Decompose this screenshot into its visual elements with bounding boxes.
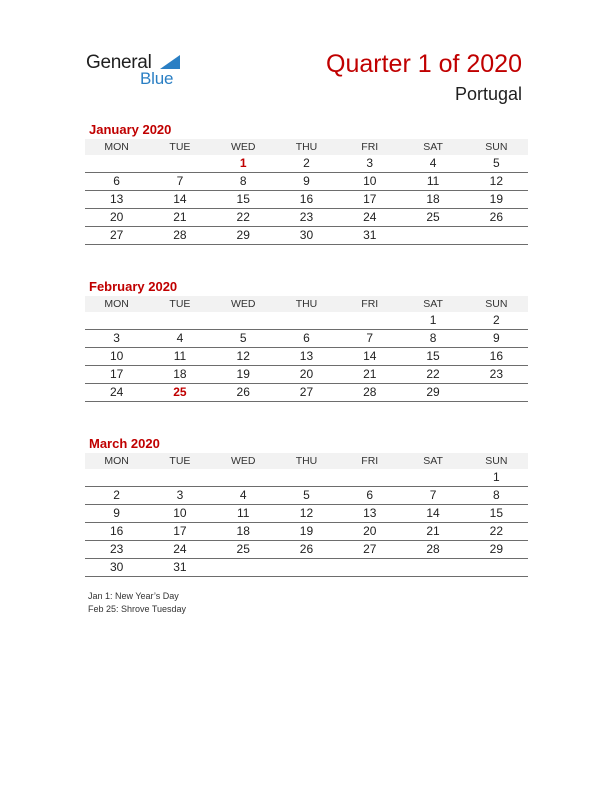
day-cell: 21 [426,524,440,538]
week-row [85,330,528,348]
week-row [85,227,528,245]
day-cell: 9 [113,506,120,520]
weekday-label: TUE [169,455,191,467]
empty-day-cell [465,227,528,244]
day-cell: 17 [173,524,187,538]
day-cell: 18 [173,367,187,381]
day-cell: 30 [109,560,124,574]
day-cell: 17 [363,192,377,206]
page-title: Quarter 1 of 2020 [326,50,522,78]
weekday-label: THU [295,455,318,467]
day-cell: 21 [363,367,377,381]
empty-day-cell [212,559,275,576]
day-cell: 26 [236,385,250,399]
empty-day-cell [85,469,148,486]
month-february [85,278,528,402]
day-cell: 23 [109,542,124,556]
day-cell: 11 [426,174,440,188]
day-cell: 18 [426,192,440,206]
calendar-grid [85,453,528,577]
day-cell: 13 [299,349,314,363]
day-cell: 9 [492,331,500,345]
day-cell: 5 [492,156,500,170]
day-cell: 4 [176,331,184,345]
day-cell: 1 [429,313,437,327]
weekday-label: SAT [423,141,443,153]
day-cell: 14 [363,349,377,363]
weekday-label: FRI [361,141,379,153]
day-cell: 10 [109,349,124,363]
day-cell: 23 [299,210,314,224]
day-cell: 1 [239,156,247,170]
day-cell: 25 [236,542,250,556]
day-cell: 10 [173,506,187,520]
day-cell: 17 [109,367,124,381]
week-row [85,559,528,577]
week-row [85,384,528,402]
weekday-label: FRI [361,298,379,310]
week-row [85,366,528,384]
empty-day-cell [85,155,148,172]
day-cell: 8 [239,174,247,188]
empty-day-cell [401,227,464,244]
month-title: February 2020 [89,279,178,294]
week-row [85,505,528,523]
day-cell: 25 [173,385,187,399]
day-cell: 1 [492,470,500,484]
day-cell: 20 [363,524,377,538]
weekday-header-row [85,296,528,312]
day-cell: 28 [363,385,377,399]
weekday-label: WED [230,298,256,310]
month-january [85,121,528,245]
day-cell: 2 [303,156,310,170]
week-row [85,173,528,191]
empty-day-cell [212,312,275,329]
empty-day-cell [212,469,275,486]
empty-day-cell [275,559,338,576]
day-cell: 25 [426,210,440,224]
day-cell: 20 [109,210,124,224]
weekday-label: MON [104,298,129,310]
empty-day-cell [465,559,528,576]
weekday-label: SUN [485,298,508,310]
empty-day-cell [338,559,401,576]
weekday-label: TUE [169,298,191,310]
day-cell: 27 [109,228,124,242]
empty-day-cell [465,384,528,401]
weekday-label: FRI [361,455,379,467]
holiday-notes [88,590,186,615]
day-cell: 8 [429,331,437,345]
week-row [85,312,528,330]
day-cell: 24 [363,210,377,224]
day-cell: 21 [173,210,187,224]
empty-day-cell [148,155,211,172]
empty-day-cell [148,469,211,486]
day-cell: 15 [236,192,250,206]
day-cell: 3 [176,488,184,502]
day-cell: 28 [426,542,440,556]
day-cell: 16 [109,524,124,538]
day-cell: 31 [173,560,187,574]
empty-day-cell [338,469,401,486]
weekday-label: WED [230,455,256,467]
day-cell: 29 [489,542,503,556]
day-cell: 3 [366,156,374,170]
weekday-label: MON [104,455,129,467]
calendar-grid [85,139,528,245]
weekday-label: THU [295,298,318,310]
empty-day-cell [275,469,338,486]
day-cell: 22 [489,524,503,538]
day-cell: 2 [113,488,120,502]
day-cell: 13 [363,506,377,520]
week-row [85,541,528,559]
day-cell: 7 [429,488,437,502]
generalblue-logo [86,52,196,92]
day-cell: 6 [303,331,310,345]
weekday-header-row [85,139,528,155]
empty-day-cell [401,559,464,576]
day-cell: 2 [492,313,500,327]
day-cell: 15 [426,349,440,363]
empty-day-cell [338,312,401,329]
day-cell: 30 [299,228,314,242]
day-cell: 11 [236,506,250,520]
empty-day-cell [85,312,148,329]
day-cell: 22 [426,367,440,381]
day-cell: 8 [492,488,500,502]
week-row [85,348,528,366]
day-cell: 4 [239,488,247,502]
day-cell: 15 [489,506,503,520]
day-cell: 14 [426,506,440,520]
day-cell: 12 [299,506,314,520]
day-cell: 16 [489,349,503,363]
logo-triangle-icon [160,55,180,69]
weekday-label: SAT [423,298,443,310]
empty-day-cell [275,312,338,329]
day-cell: 26 [489,210,503,224]
day-cell: 26 [299,542,314,556]
weekday-label: MON [104,141,129,153]
day-cell: 24 [109,385,124,399]
week-row [85,523,528,541]
weekday-label: SAT [423,455,443,467]
day-cell: 20 [299,367,314,381]
day-cell: 10 [363,174,377,188]
week-row [85,487,528,505]
day-cell: 31 [363,228,377,242]
day-cell: 12 [489,174,503,188]
logo-general-text: General [86,52,152,73]
empty-day-cell [148,312,211,329]
country-name: Portugal [454,84,522,104]
day-cell: 5 [303,488,310,502]
calendar-grid [85,296,528,402]
weekday-label: TUE [169,141,191,153]
day-cell: 12 [236,349,250,363]
weekday-label: WED [230,141,256,153]
week-row [85,191,528,209]
month-title: March 2020 [89,436,160,451]
week-row [85,469,528,487]
week-row [85,209,528,227]
day-cell: 19 [236,367,250,381]
week-row [85,155,528,173]
day-cell: 13 [109,192,124,206]
day-cell: 22 [236,210,250,224]
day-cell: 11 [173,349,187,363]
day-cell: 5 [239,331,247,345]
weekday-label: SUN [485,455,508,467]
day-cell: 3 [113,331,120,345]
day-cell: 28 [173,228,187,242]
day-cell: 6 [366,488,374,502]
day-cell: 19 [299,524,314,538]
day-cell: 23 [489,367,503,381]
month-title: January 2020 [89,122,172,137]
month-march [85,435,528,577]
day-cell: 7 [366,331,374,345]
day-cell: 18 [236,524,250,538]
day-cell: 24 [173,542,187,556]
day-cell: 16 [299,192,314,206]
day-cell: 27 [363,542,377,556]
day-cell: 7 [176,174,184,188]
holiday-note: Jan 1: New Year’s Day [88,591,179,601]
day-cell: 27 [299,385,314,399]
weekday-header-row [85,453,528,469]
day-cell: 19 [489,192,503,206]
day-cell: 4 [429,156,437,170]
holiday-note: Feb 25: Shrove Tuesday [88,603,187,614]
day-cell: 6 [113,174,120,188]
weekday-label: THU [295,141,318,153]
day-cell: 29 [236,228,250,242]
day-cell: 9 [303,174,310,188]
weekday-label: SUN [485,141,508,153]
day-cell: 29 [426,385,440,399]
empty-day-cell [401,469,464,486]
logo-blue-text: Blue [140,69,174,88]
day-cell: 14 [173,192,187,206]
